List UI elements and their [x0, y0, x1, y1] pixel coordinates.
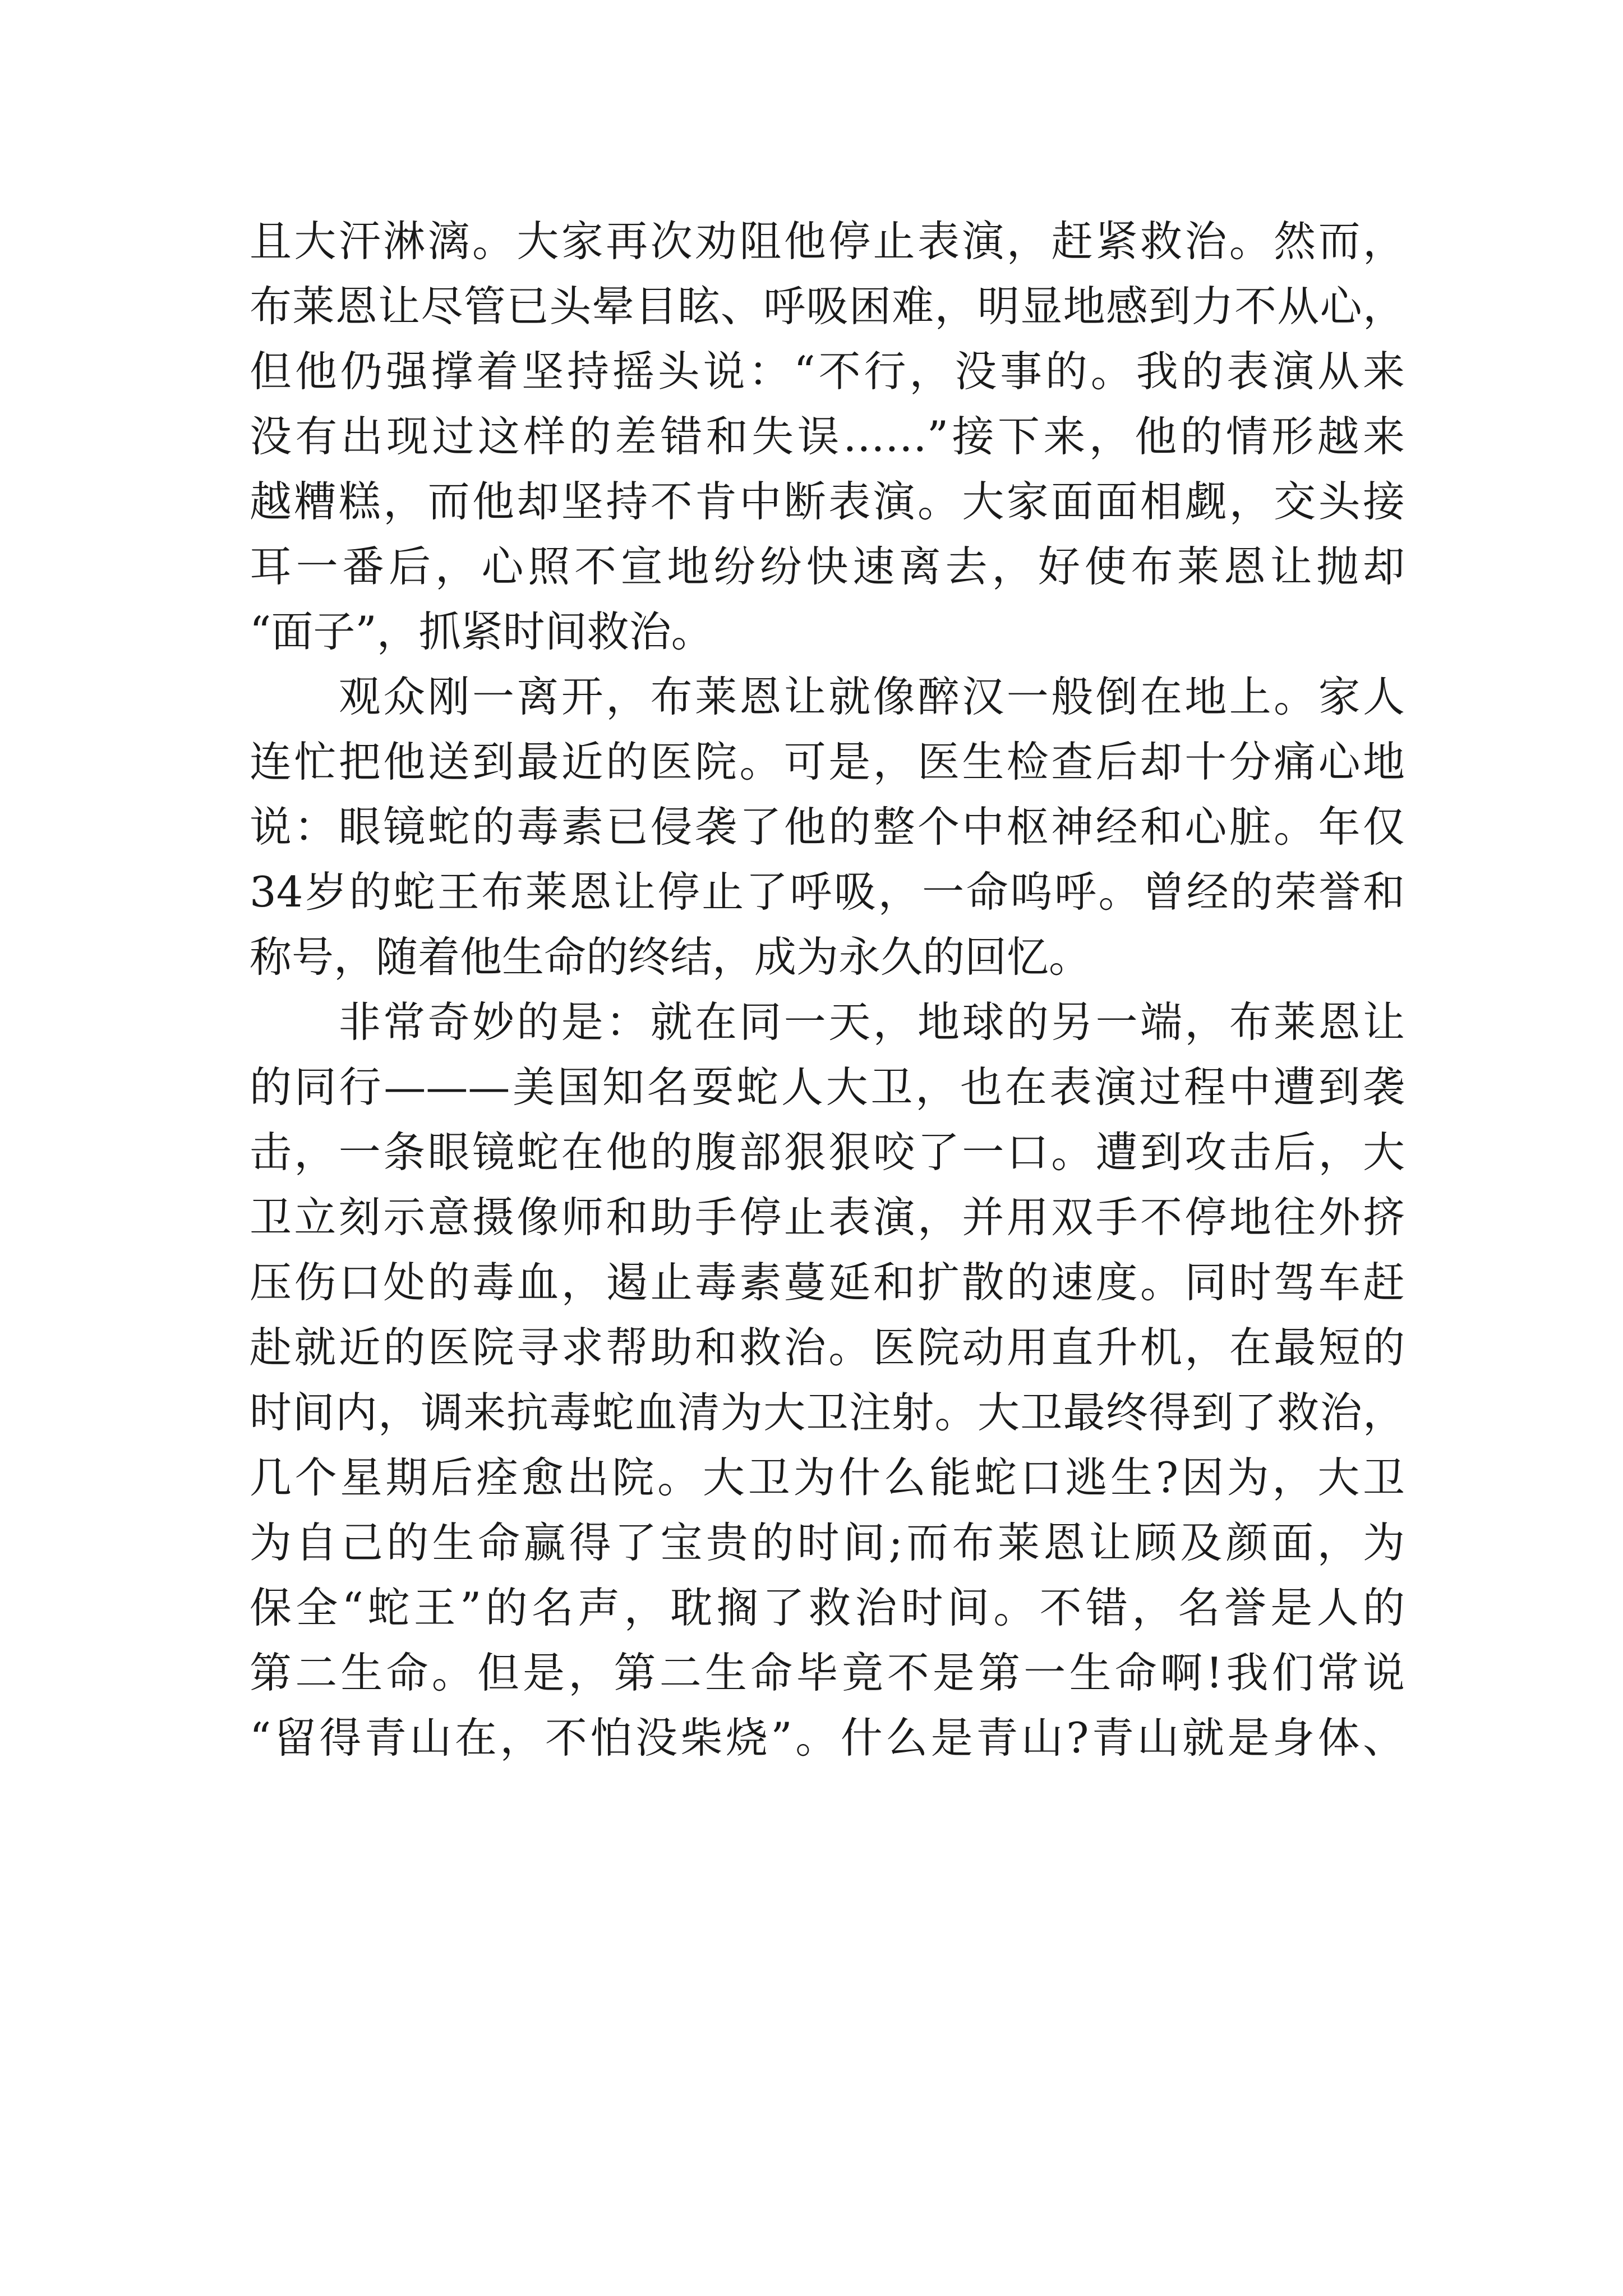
- text-line: 说：眼镜蛇的毒素已侵袭了他的整个中枢神经和心脏。年仅: [250, 802, 1405, 852]
- paragraph-1: [250, 209, 1405, 664]
- text-line: 击，一条眼镜蛇在他的腹部狠狠咬了一口。遭到攻击后，大: [250, 1128, 1405, 1177]
- text-line: 但他仍强撑着坚持摇头说：“不行，没事的。我的表演从来: [250, 347, 1405, 396]
- document-body: [250, 209, 1405, 1770]
- text-line: 几个星期后痊愈出院。大卫为什么能蛇口逃生?因为，大卫: [250, 1453, 1405, 1502]
- text-line: 压伤口处的毒血，遏止毒素蔓延和扩散的速度。同时驾车赶: [250, 1258, 1405, 1307]
- paragraph-2: [250, 664, 1405, 990]
- text-line: 34岁的蛇王布莱恩让停止了呼吸，一命呜呼。曾经的荣誉和: [250, 867, 1405, 917]
- text-line: 保全“蛇王”的名声，耽搁了救治时间。不错，名誉是人的: [250, 1583, 1405, 1632]
- text-line: 观众刚一离开，布莱恩让就像醉汉一般倒在地上。家人: [250, 672, 1405, 721]
- text-line: 没有出现过这样的差错和失误……”接下来，他的情形越来: [250, 412, 1405, 461]
- text-line: 非常奇妙的是：就在同一天，地球的另一端，布莱恩让: [250, 997, 1405, 1047]
- text-line: 时间内，调来抗毒蛇血清为大卫注射。大卫最终得到了救治，: [250, 1388, 1405, 1437]
- text-line: 赴就近的医院寻求帮助和救治。医院动用直升机，在最短的: [250, 1323, 1405, 1372]
- paragraph-3: [250, 990, 1405, 1770]
- text-line: 第二生命。但是，第二生命毕竟不是第一生命啊!我们常说: [250, 1648, 1405, 1697]
- text-line: 卫立刻示意摄像师和助手停止表演，并用双手不停地往外挤: [250, 1193, 1405, 1242]
- text-line: 连忙把他送到最近的医院。可是，医生检查后却十分痛心地: [250, 737, 1405, 786]
- text-line: 的同行———美国知名耍蛇人大卫，也在表演过程中遭到袭: [250, 1062, 1405, 1112]
- text-line: 且大汗淋漓。大家再次劝阻他停止表演，赶紧救治。然而，: [250, 217, 1405, 266]
- text-line: 为自己的生命赢得了宝贵的时间;而布莱恩让顾及颜面，为: [250, 1518, 1405, 1567]
- text-line: 越糟糕，而他却坚持不肯中断表演。大家面面相觑，交头接: [250, 477, 1405, 526]
- text-line: 布莱恩让尽管已头晕目眩、呼吸困难，明显地感到力不从心，: [250, 282, 1405, 331]
- text-line: 称号，随着他生命的终结，成为永久的回忆。: [250, 932, 1091, 982]
- text-line: “面子”，抓紧时间救治。: [250, 607, 713, 656]
- text-line: 耳一番后，心照不宣地纷纷快速离去，好使布莱恩让抛却: [250, 542, 1405, 591]
- text-line: “留得青山在，不怕没柴烧”。什么是青山?青山就是身体、: [250, 1713, 1405, 1763]
